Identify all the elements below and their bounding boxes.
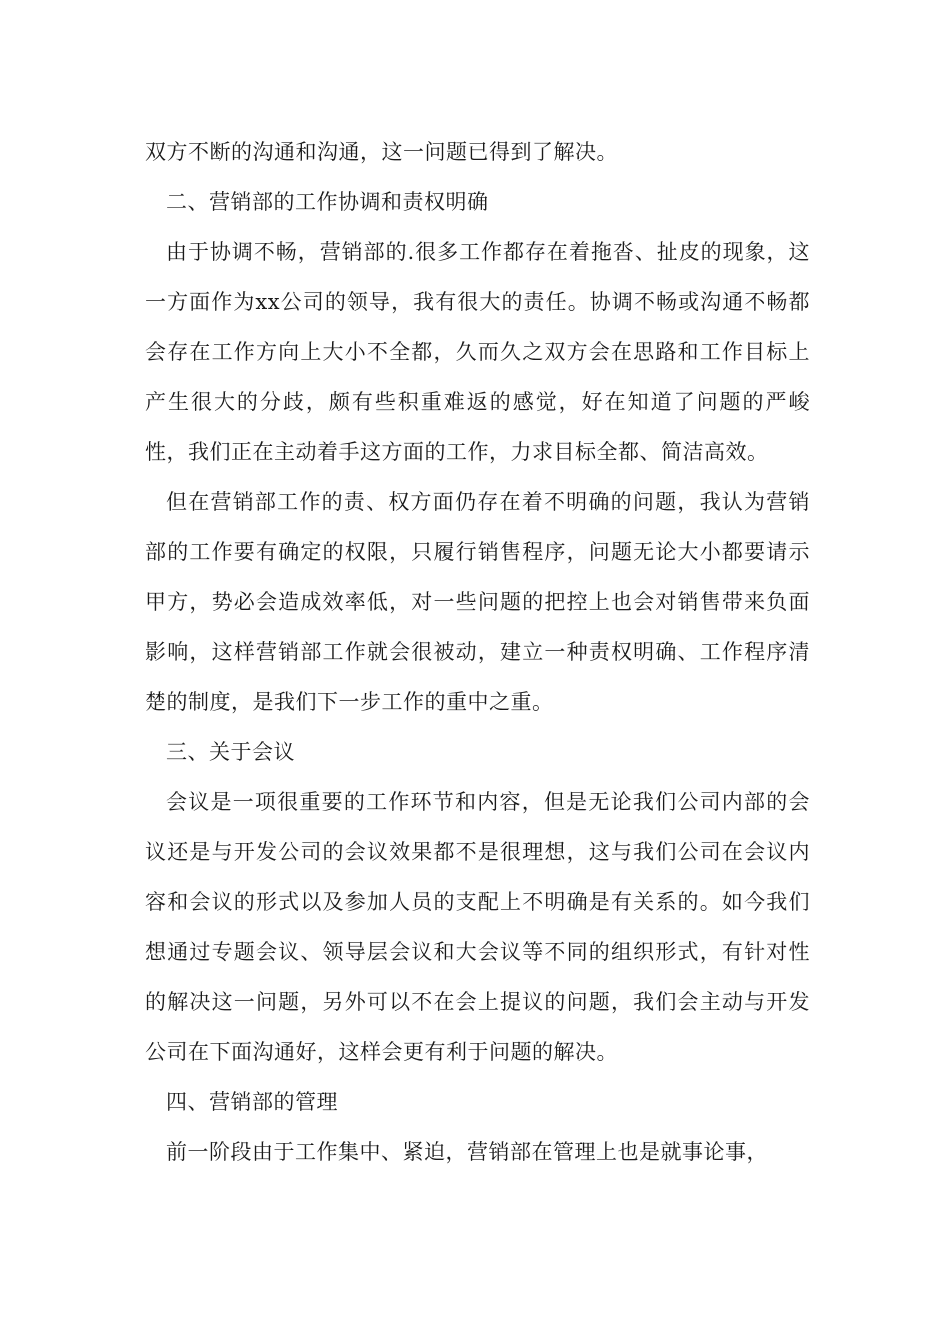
paragraph-management: 前一阶段由于工作集中、紧迫，营销部在管理上也是就事论事，	[166, 1140, 768, 1164]
document-body	[145, 127, 810, 1177]
section-heading-2: 二、营销部的工作协调和责权明确	[166, 190, 489, 214]
section-heading-4: 四、营销部的管理	[166, 1090, 338, 1114]
paragraph-responsibility: 但在营销部工作的责、权方面仍存在着不明确的问题，我认为营销部的工作要有确定的权限，只履行销售程序，问题无论大小都要请示甲方，势必会造成效率低，对一些问题的把控上也会对销售带来负面影响，这样营销部工作就会很被动，建立一种责权明确、工作程序清楚的制度，是我们下一步工作的重中之重。	[145, 490, 810, 714]
section-heading-3: 三、关于会议	[166, 740, 295, 764]
paragraph-continuation: 双方不断的沟通和沟通，这一问题已得到了解决。	[145, 140, 618, 164]
paragraph-coordination: 由于协调不畅，营销部的.很多工作都存在着拖沓、扯皮的现象，这一方面作为xx公司的领导，我有很大的责任。协调不畅或沟通不畅都会存在工作方向上大小不全都，久而久之双方会在思路和工作目标上产生很大的分歧，颇有些积重难返的感觉，好在知道了问题的严峻性，我们正在主动着手这方面的工作，力求目标全都、简洁高效。	[145, 240, 810, 464]
paragraph-meetings: 会议是一项很重要的工作环节和内容，但是无论我们公司内部的会议还是与开发公司的会议效果都不是很理想，这与我们公司在会议内容和会议的形式以及参加人员的支配上不明确是有关系的。如今我们想通过专题会议、领导层会议和大会议等不同的组织形式，有针对性的解决这一问题，另外可以不在会上提议的问题，我们会主动与开发公司在下面沟通好，这样会更有利于问题的解决。	[145, 790, 810, 1064]
